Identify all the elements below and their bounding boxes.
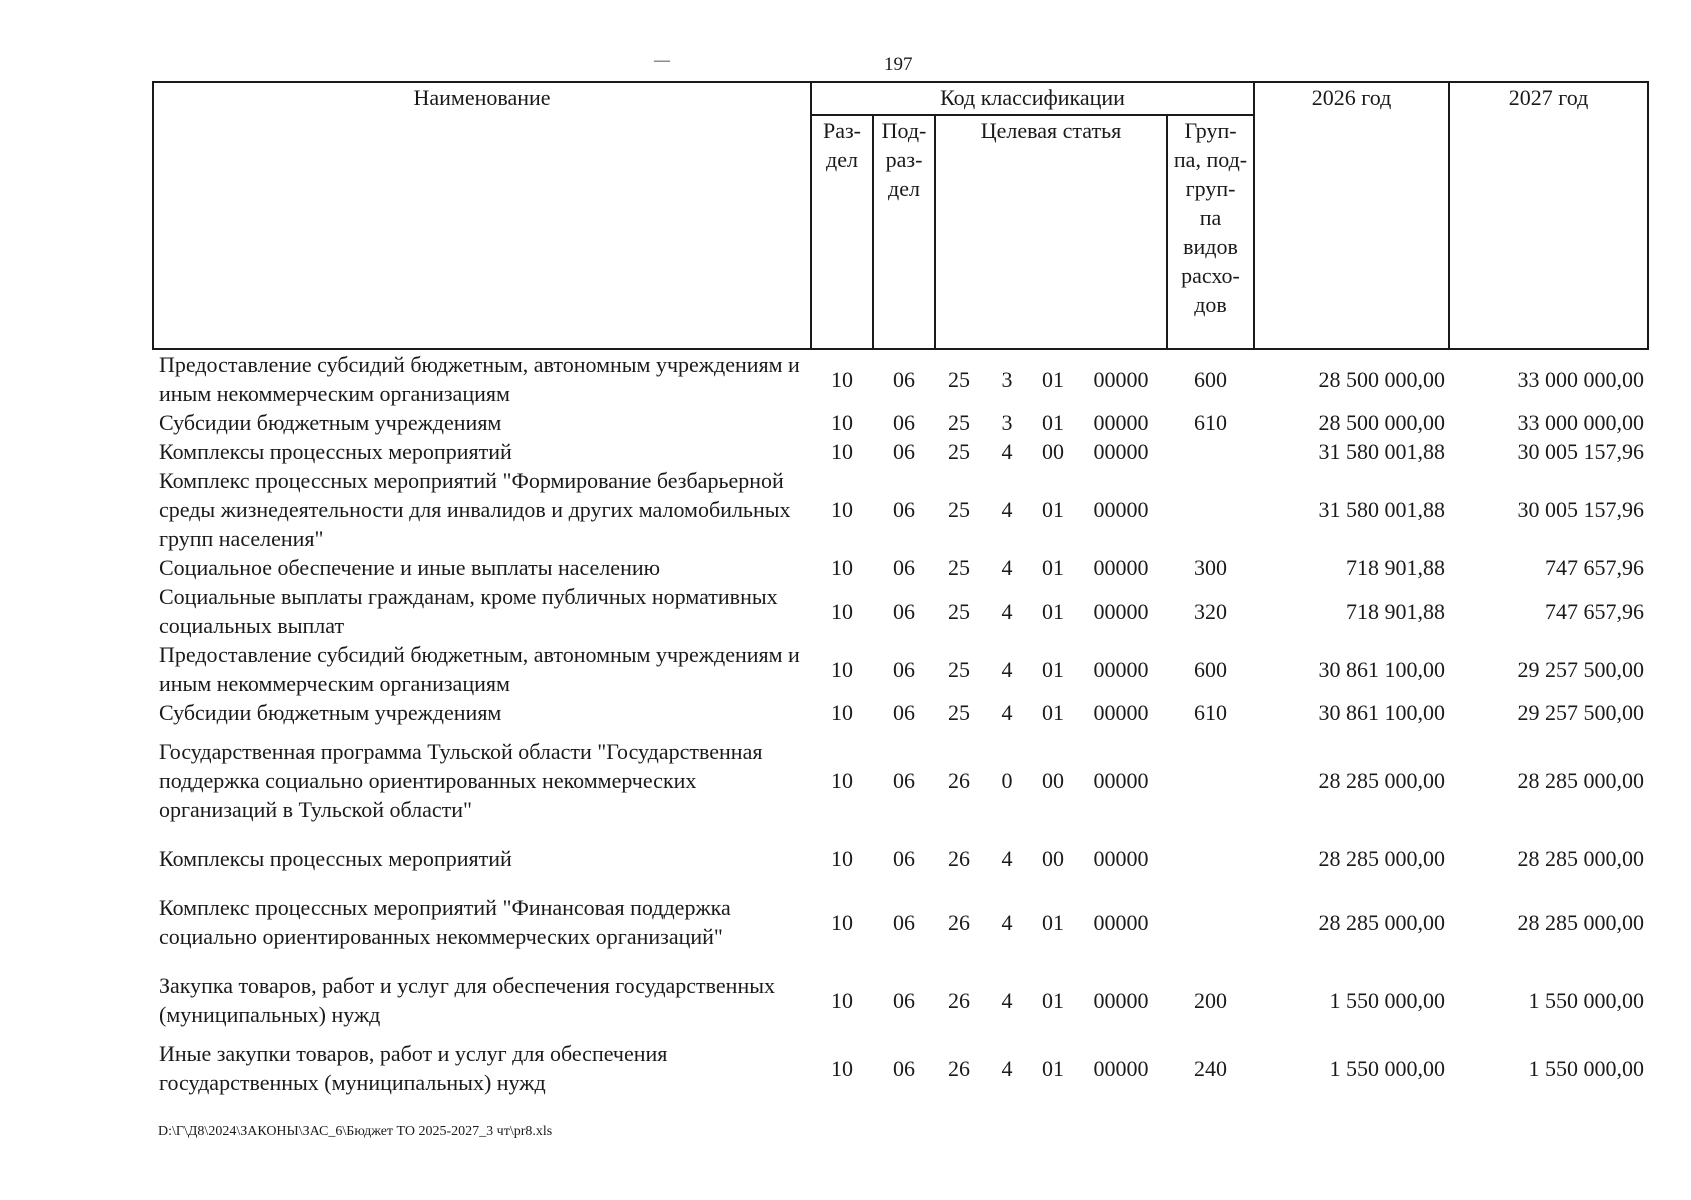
row-group: 610 (1194, 700, 1228, 725)
row-target-2: 3 (1001, 366, 1013, 392)
row-target-3: 01 (1042, 656, 1064, 682)
header-target: Целевая статья (935, 115, 1167, 349)
row-razdel: 10 (831, 439, 853, 464)
table-row (153, 408, 1648, 437)
row-year-2027: 29 257 500,00 (1517, 700, 1645, 725)
row-name: Субсидии бюджетным учреждениям (159, 700, 502, 725)
row-podrazdel: 06 (893, 439, 915, 464)
row-razdel: 10 (831, 555, 853, 580)
row-target-1: 26 (948, 846, 970, 871)
row-razdel: 10 (831, 598, 853, 624)
row-razdel: 10 (831, 497, 853, 522)
row-year-2026: 30 861 100,00 (1318, 656, 1446, 682)
row-name: Предоставление субсидий бюджетным, автономным учреждениям и иным некоммерческим организациям (159, 352, 800, 406)
row-year-2026: 31 580 001,88 (1318, 439, 1446, 464)
row-target-1: 25 (948, 439, 970, 464)
row-group (1167, 834, 1254, 883)
row-target-3: 01 (1042, 555, 1064, 580)
row-target-1: 26 (948, 1055, 970, 1081)
row-podrazdel: 06 (893, 909, 915, 935)
row-podrazdel: 06 (893, 768, 915, 793)
row-target-1: 25 (948, 410, 970, 435)
row-target-4: 00000 (1093, 497, 1149, 522)
row-name: Комплексы процессных мероприятий (159, 846, 512, 871)
row-target-1: 26 (948, 909, 970, 935)
row-podrazdel: 06 (893, 410, 915, 435)
row-name: Предоставление субсидий бюджетным, автономным учреждениям и иным некоммерческим организациям (159, 642, 800, 696)
row-name: Комплекс процессных мероприятий "Финансовая поддержка социально ориентированных некоммерческих организаций" (159, 895, 731, 949)
row-group: 300 (1194, 555, 1228, 580)
row-year-2026: 1 550 000,00 (1329, 987, 1446, 1013)
table-row (153, 349, 1648, 408)
row-razdel: 10 (831, 987, 853, 1013)
row-target-4: 00000 (1093, 439, 1149, 464)
header-year-2027: 2027 год (1449, 82, 1648, 349)
row-target-2: 3 (1001, 410, 1013, 435)
row-target-2: 4 (1001, 497, 1013, 522)
row-target-1: 26 (948, 768, 970, 793)
header-code: Код классификации (811, 82, 1254, 115)
row-year-2027: 29 257 500,00 (1517, 656, 1645, 682)
row-name: Комплекс процессных мероприятий "Формирование безбарьерной среды жизнедеятельности для инвалидов и других маломобильных групп населения" (159, 468, 791, 551)
row-name: Субсидии бюджетным учреждениям (159, 410, 502, 435)
row-razdel: 10 (831, 768, 853, 793)
row-year-2026: 28 500 000,00 (1318, 366, 1446, 392)
header-group: Груп- па, под- груп- па видов расхо- дов (1167, 115, 1254, 349)
row-podrazdel: 06 (893, 598, 915, 624)
row-target-4: 00000 (1093, 598, 1149, 624)
row-razdel: 10 (831, 366, 853, 392)
row-target-2: 4 (1001, 987, 1013, 1013)
row-group: 240 (1194, 1055, 1228, 1081)
row-target-3: 00 (1042, 439, 1064, 464)
row-target-2: 4 (1001, 1055, 1013, 1081)
row-podrazdel: 06 (893, 366, 915, 392)
row-target-2: 4 (1001, 598, 1013, 624)
row-target-2: 4 (1001, 700, 1013, 725)
table-row (153, 961, 1648, 1039)
row-year-2027: 1 550 000,00 (1528, 1055, 1645, 1081)
row-target-2: 4 (1001, 555, 1013, 580)
row-target-1: 25 (948, 598, 970, 624)
row-podrazdel: 06 (893, 656, 915, 682)
header-podrazdel: Под- раз- дел (873, 115, 935, 349)
row-year-2027: 747 657,96 (1545, 555, 1645, 580)
row-target-2: 0 (1001, 768, 1013, 793)
footer-file-path: D:\Г\Д8\2024\ЗАКОНЫ\ЗАС_6\Бюджет ТО 2025-2027_3 чт\pr8.xls (158, 1124, 553, 1139)
row-target-3: 00 (1042, 846, 1064, 871)
row-podrazdel: 06 (893, 1055, 915, 1081)
table-row (153, 466, 1648, 553)
row-year-2026: 31 580 001,88 (1318, 497, 1446, 522)
row-name: Социальные выплаты гражданам, кроме публичных нормативных социальных выплат (159, 584, 778, 638)
row-target-4: 00000 (1093, 410, 1149, 435)
row-target-3: 01 (1042, 410, 1064, 435)
row-target-3: 01 (1042, 598, 1064, 624)
row-target-4: 00000 (1093, 987, 1149, 1013)
row-target-4: 00000 (1093, 768, 1149, 793)
row-target-3: 01 (1042, 1055, 1064, 1081)
table-row (153, 582, 1648, 640)
row-group (1167, 466, 1254, 553)
row-target-2: 4 (1001, 656, 1013, 682)
row-year-2027: 33 000 000,00 (1517, 410, 1645, 435)
row-group (1167, 437, 1254, 466)
table-row (153, 834, 1648, 883)
row-group (1167, 883, 1254, 961)
row-target-4: 00000 (1093, 909, 1149, 935)
page-number: 197 (884, 54, 913, 75)
table-header (153, 82, 1648, 349)
row-target-4: 00000 (1093, 1055, 1149, 1081)
row-target-1: 25 (948, 366, 970, 392)
row-razdel: 10 (831, 1055, 853, 1081)
row-target-3: 01 (1042, 987, 1064, 1013)
row-target-4: 00000 (1093, 700, 1149, 725)
row-razdel: 10 (831, 656, 853, 682)
row-razdel: 10 (831, 909, 853, 935)
row-target-1: 25 (948, 497, 970, 522)
row-year-2026: 30 861 100,00 (1318, 700, 1446, 725)
row-target-2: 4 (1001, 909, 1013, 935)
table-row (153, 437, 1648, 466)
page-dash: — (654, 52, 670, 69)
row-year-2027: 28 285 000,00 (1517, 846, 1645, 871)
row-year-2026: 28 285 000,00 (1318, 909, 1446, 935)
row-razdel: 10 (831, 846, 853, 871)
row-target-1: 25 (948, 656, 970, 682)
row-group: 610 (1194, 410, 1228, 435)
table-row (153, 698, 1648, 727)
row-razdel: 10 (831, 410, 853, 435)
row-year-2026: 28 500 000,00 (1318, 410, 1446, 435)
header-year-2026: 2026 год (1254, 82, 1449, 349)
row-name: Социальное обеспечение и иные выплаты населению (159, 555, 661, 580)
row-year-2026: 718 901,88 (1346, 555, 1446, 580)
row-razdel: 10 (831, 700, 853, 725)
row-group: 600 (1194, 656, 1228, 682)
row-target-1: 25 (948, 700, 970, 725)
row-target-3: 01 (1042, 366, 1064, 392)
row-name: Комплексы процессных мероприятий (159, 439, 512, 464)
row-target-4: 00000 (1093, 555, 1149, 580)
header-razdel: Раз- дел (811, 115, 873, 349)
budget-table (152, 81, 1649, 1097)
table-row (153, 640, 1648, 698)
table-body (153, 349, 1648, 1097)
row-podrazdel: 06 (893, 846, 915, 871)
row-podrazdel: 06 (893, 497, 915, 522)
row-year-2027: 28 285 000,00 (1517, 768, 1645, 793)
row-group: 600 (1194, 366, 1228, 392)
row-name: Иные закупки товаров, работ и услуг для обеспечения государственных (муниципальных) нужд (159, 1041, 668, 1095)
row-target-4: 00000 (1093, 366, 1149, 392)
row-target-3: 01 (1042, 700, 1064, 725)
row-target-3: 01 (1042, 497, 1064, 522)
row-target-3: 00 (1042, 768, 1064, 793)
row-target-2: 4 (1001, 439, 1013, 464)
row-group (1167, 727, 1254, 834)
row-group: 200 (1194, 987, 1228, 1013)
row-name: Закупка товаров, работ и услуг для обеспечения государственных (муниципальных) нужд (159, 973, 776, 1027)
row-year-2026: 28 285 000,00 (1318, 846, 1446, 871)
row-target-1: 25 (948, 555, 970, 580)
row-podrazdel: 06 (893, 555, 915, 580)
table-row (153, 883, 1648, 961)
row-target-4: 00000 (1093, 656, 1149, 682)
row-podrazdel: 06 (893, 700, 915, 725)
row-year-2026: 28 285 000,00 (1318, 768, 1446, 793)
row-group: 320 (1194, 598, 1228, 624)
table-row (153, 727, 1648, 834)
row-target-2: 4 (1001, 846, 1013, 871)
header-name: Наименование (153, 82, 811, 349)
row-year-2026: 718 901,88 (1346, 598, 1446, 624)
row-podrazdel: 06 (893, 987, 915, 1013)
row-year-2027: 33 000 000,00 (1517, 366, 1645, 392)
table-row (153, 1039, 1648, 1097)
row-year-2027: 28 285 000,00 (1517, 909, 1645, 935)
row-target-1: 26 (948, 987, 970, 1013)
row-year-2027: 30 005 157,96 (1517, 439, 1645, 464)
row-year-2027: 30 005 157,96 (1517, 497, 1645, 522)
row-target-4: 00000 (1093, 846, 1149, 871)
row-target-3: 01 (1042, 909, 1064, 935)
row-name: Государственная программа Тульской области "Государственная поддержка социально ориентированных некоммерческих организаций в Тульской области" (159, 739, 763, 822)
row-year-2026: 1 550 000,00 (1329, 1055, 1446, 1081)
table-row (153, 553, 1648, 582)
row-year-2027: 1 550 000,00 (1528, 987, 1645, 1013)
row-year-2027: 747 657,96 (1545, 598, 1645, 624)
